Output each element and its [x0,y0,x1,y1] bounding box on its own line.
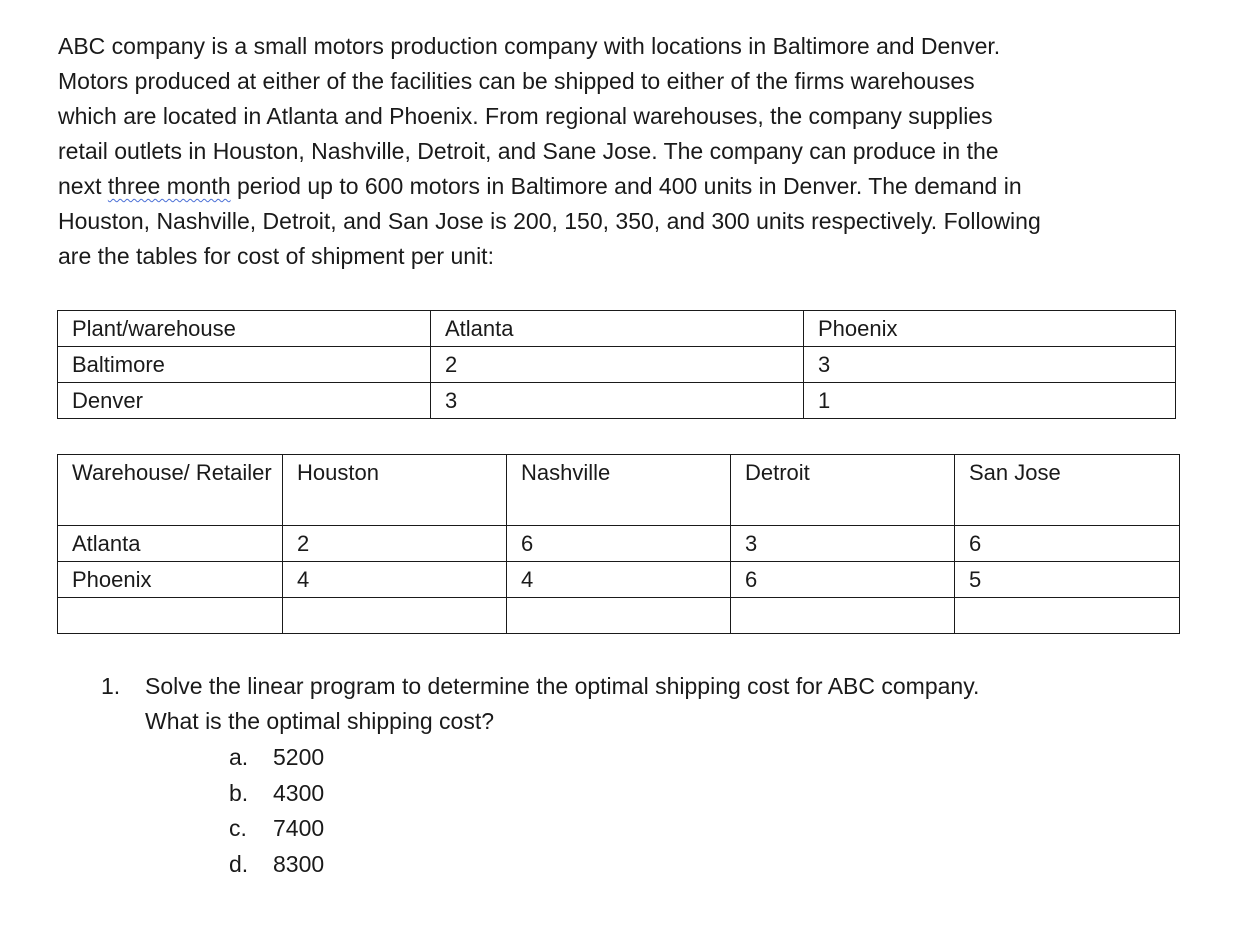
table-cell: Denver [58,383,431,419]
option-letter: c. [229,815,247,841]
option-value: 5200 [273,744,325,770]
table-cell: 3 [431,383,804,419]
question-line-1: Solve the linear program to determine the optimal shipping cost for ABC company. [145,673,980,699]
header-cell: San Jose [955,455,1180,526]
table-row [58,347,1176,383]
statement-line-3: which are located in Atlanta and Phoenix. From regional warehouses, the company supplies [58,103,993,129]
table-row [58,562,1180,598]
statement-line-1: ABC company is a small motors production company with locations in Baltimore and Denver. [58,33,1001,59]
header-cell: Atlanta [431,311,804,347]
table-cell: 3 [731,526,955,562]
header-cell: Nashville [507,455,731,526]
statement-line-5 [58,169,1198,204]
option-value: 8300 [273,850,325,877]
table-cell [955,598,1180,634]
spellcheck-underlined-text[interactable]: three month [107,173,231,199]
table-cell: 3 [804,347,1176,383]
table-cell [731,598,955,634]
question-line-2: What is the optimal shipping cost? [145,708,495,734]
table-cell: 5 [955,562,1180,598]
header-cell: Detroit [731,455,955,526]
question-text [145,669,1185,739]
statement-line-6: Houston, Nashville, Detroit, and San Jose is 200, 150, 350, and 300 units respectively. Following [58,208,1041,234]
option-value: 7400 [273,815,325,841]
header-cell: Plant/warehouse [58,311,431,347]
warehouse-retailer-cost-table [57,454,1180,634]
statement-line-2: Motors produced at either of the facilities can be shipped to either of the firms warehouses [58,68,975,94]
table-cell: 6 [731,562,955,598]
plant-warehouse-cost-table [57,310,1176,419]
problem-statement [58,29,1198,274]
table-cell: 6 [955,526,1180,562]
header-cell: Phoenix [804,311,1176,347]
question-number: 1. [101,673,121,699]
table-cell [507,598,731,634]
table-cell [58,598,283,634]
table-row [58,526,1180,562]
table-cell: 4 [283,562,507,598]
table-cell: 6 [507,526,731,562]
table-row [58,383,1176,419]
table-header-row [58,455,1180,526]
statement-line-5-start: next [58,173,108,199]
statement-line-4: retail outlets in Houston, Nashville, Detroit, and Sane Jose. The company can produce in the [58,138,999,164]
option-value: 4300 [273,779,325,806]
header-cell: Houston [283,455,507,526]
statement-line-7: are the tables for cost of shipment per unit: [58,243,494,269]
table-cell: 1 [804,383,1176,419]
table-row-empty [58,598,1180,634]
table-cell: 4 [507,562,731,598]
table-cell: 2 [431,347,804,383]
table-cell: Baltimore [58,347,431,383]
statement-line-5-end: period up to 600 motors in Baltimore and 400 units in Denver. The demand in [230,173,1022,199]
table-cell [283,598,507,634]
table-header-row [58,311,1176,347]
option-letter: b. [229,779,249,806]
option-letter: d. [229,850,249,877]
table-cell: Phoenix [58,562,283,598]
table-cell: Atlanta [58,526,283,562]
option-letter: a. [229,744,249,770]
header-cell: Warehouse/ Retailer [58,455,283,526]
table-cell: 2 [283,526,507,562]
